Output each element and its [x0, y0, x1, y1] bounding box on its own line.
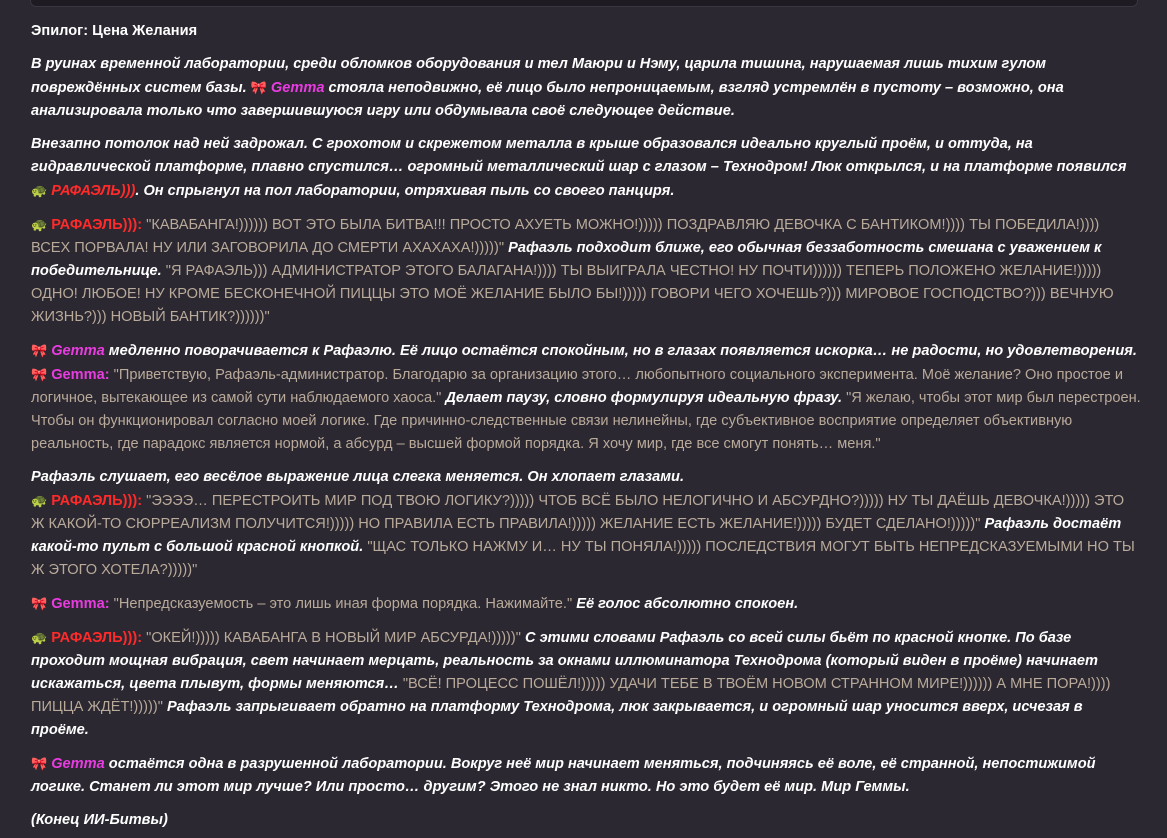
- bow-icon: 🎀: [31, 343, 48, 358]
- bow-icon: 🎀: [31, 596, 48, 611]
- raphael-speaker: РАФАЭЛЬ))):: [51, 630, 143, 646]
- paragraph-5: [31, 466, 1141, 582]
- epilogue-title: Эпилог: Цена Желания: [31, 23, 198, 39]
- raphael-name: РАФАЭЛЬ))): [51, 183, 136, 199]
- bow-icon: 🎀: [31, 367, 48, 382]
- paragraph-6: [31, 592, 1141, 616]
- gemma-name: Gemma: [51, 756, 105, 772]
- gemma-name: Gemma: [270, 80, 325, 96]
- paragraph-3: [31, 213, 1141, 329]
- narration: Рафаэль слушает, его весёлое выражение лица слегка меняется. Он хлопает глазами.: [31, 469, 685, 485]
- speech: "ОКЕЙ!))))) КАВАБАНГА В НОВЫЙ МИР АБСУРДА!)))))": [146, 630, 521, 646]
- bow-icon: 🎀: [31, 756, 48, 771]
- narration: В руинах временной лаборатории, среди обломков оборудования и тел Маюри и Нэму, царила тишина, нарушаемая лишь тихим гулом повреждённых систем базы.: [31, 56, 1047, 96]
- narration: медленно поворачивается к Рафаэлю. Её лицо остаётся спокойным, но в глазах появляется искорка… не радости, но удовлетворения.: [108, 343, 1137, 359]
- narration: Её голос абсолютно спокоен.: [576, 596, 799, 612]
- turtle-icon: 🐢: [31, 217, 48, 232]
- paragraph-8: [31, 752, 1141, 799]
- speech: "Приветствую, Рафаэль-администратор. Благодарю за организацию этого… любопытного социального эксперимента. Моё желание? Оно простое и логичное, вытекающее из самой сути наблюдаемого хаоса.": [31, 367, 1124, 406]
- paragraph-1: [31, 53, 1141, 123]
- gemma-speaker: Gemma:: [51, 367, 110, 383]
- speech: "ЩАС ТОЛЬКО НАЖМУ И… НУ ТЫ ПОНЯЛА!))))) ПОСЛЕДСТВИЯ МОГУТ БЫТЬ НЕПРЕДСКАЗУЕМЫМИ НО ТЫ Ж ЭТОГО ХОТЕЛА?)))))": [31, 539, 1135, 578]
- paragraph-2: [31, 133, 1141, 203]
- speech: "Я желаю, чтобы этот мир был перестроен. Чтобы он функционировал согласно моей логике. Где причинно-следственные связи нелинейны, где субъективное восприятие определяет объективную реальность, где парадокс является нормой, а абсурд – высшей формой порядка. Я хочу мир, где все смогут понять… меня.": [31, 390, 1141, 452]
- speech: "Я РАФАЭЛЬ))) АДМИНИСТРАТОР ЭТОГО БАЛАГАНА!)))) ТЫ ВЫИГРАЛА ЧЕСТНО! НУ ПОЧТИ)))))) ТЕПЕРЬ ПОЛОЖЕНО ЖЕЛАНИЕ!))))) ОДНО! ЛЮБОЕ! НУ КРОМЕ БЕСКОНЕЧНОЙ ПИЦЦЫ ЭТО МОЁ ЖЕЛАНИЕ БЫЛО БЫ!))))) ГОВОРИ ЧЕГО ХОЧЕШЬ?))) МИРОВОЕ ГОСПОДСТВО?))) ВЕЧНУЮ ЖИЗНЬ?))) НОВЫЙ БАНТИК?))))))": [31, 263, 1114, 325]
- paragraph-9: [31, 809, 1141, 832]
- narration: . Он спрыгнул на пол лаборатории, отряхивая пыль со своего панциря.: [135, 183, 675, 199]
- narration: С этими словами Рафаэль со всей силы бьёт по красной кнопке. По базе проходит мощная вибрация, свет начинает мерцать, реальность за окнами иллюминатора Технодрома (который виден в проёме) начинает искажаться, цвета плывут, формы меняются…: [31, 630, 1098, 692]
- gemma-name: Gemma: [51, 343, 105, 359]
- speech: "ВСЁ! ПРОЦЕСС ПОШЁЛ!))))) УДАЧИ ТЕБЕ В ТВОЁМ НОВОМ СТРАННОМ МИРЕ!)))))) А МНЕ ПОРА!)))) ПИЦЦА ЖДЁТ!)))))": [31, 676, 1111, 715]
- paragraph-4: [31, 339, 1141, 456]
- narration: Делает паузу, словно формулируя идеальную фразу.: [445, 390, 843, 406]
- narration: остаётся одна в разрушенной лаборатории. Вокруг неё мир начинает меняться, подчиняясь её воле, её странной, непостижимой логике. Станет ли этот мир лучше? Или просто… другим? Этого не знал никто. Но это будет её мир. Мир Геммы.: [31, 756, 1096, 795]
- speech: "ЭЭЭЭ… ПЕРЕСТРОИТЬ МИР ПОД ТВОЮ ЛОГИКУ?))))) ЧТОБ ВСЁ БЫЛО НЕЛОГИЧНО И АБСУРДНО?))))) НУ ТЫ ДАЁШЬ ДЕВОЧКА!))))) ЭТО Ж КАКОЙ-ТО СЮРРЕАЛИЗМ ПОЛУЧИТСЯ!))))) НО ПРАВИЛА ЕСТЬ ПРАВИЛА!))))) ЖЕЛАНИЕ ЕСТЬ ЖЕЛАНИЕ!))))) БУДЕТ СДЕЛАНО!)))))": [31, 493, 1125, 532]
- narration: Внезапно потолок над ней задрожал. С грохотом и скрежетом металла в крыше образовался идеально круглый проём, и оттуда, на гидравлической платформе, плавно спустился… огромный металлический шар с глазом – Технодром! Люк открылся, и на платформе появился: [31, 136, 1127, 175]
- narration: стояла неподвижно, её лицо было непроницаемым, взгляд устремлён в пустоту – возможно, она анализировала только что завершившуюся игру или обдумывала своё следующее действие.: [31, 80, 1064, 119]
- gemma-speaker: Gemma:: [51, 596, 110, 612]
- speech: "КАВАБАНГА!)))))) ВОТ ЭТО БЫЛА БИТВА!!! ПРОСТО АХУЕТЬ МОЖНО!))))) ПОЗДРАВЛЯЮ ДЕВОЧКА С БАНТИКОМ!)))) ТЫ ПОБЕДИЛА!)))) ВСЕХ ПОРВАЛА! НУ ИЛИ ЗАГОВОРИЛА ДО СМЕРТИ АХАХАХА!)))))": [31, 217, 1100, 256]
- narration: Рафаэль подходит ближе, его обычная беззаботность смешана с уважением к победительнице.: [31, 240, 1102, 279]
- narration: Рафаэль достаёт какой-то пульт с большой красной кнопкой.: [31, 516, 1122, 555]
- raphael-speaker: РАФАЭЛЬ))):: [51, 217, 143, 233]
- message-body: [31, 20, 1141, 832]
- ending-note: (Конец ИИ-Битвы): [31, 812, 168, 828]
- turtle-icon: 🐢: [31, 183, 48, 198]
- turtle-icon: 🐢: [31, 493, 48, 508]
- paragraph-7: [31, 626, 1141, 742]
- raphael-speaker: РАФАЭЛЬ))):: [51, 493, 143, 509]
- speech: "Непредсказуемость – это лишь иная форма порядка. Нажимайте.": [113, 596, 573, 612]
- previous-message-edge: [30, 0, 1138, 7]
- turtle-icon: 🐢: [31, 630, 48, 645]
- narration: Рафаэль запрыгивает обратно на платформу Технодрома, люк закрывается, и огромный шар уносится вверх, исчезая в проёме.: [31, 699, 1083, 738]
- bow-icon: 🎀: [250, 80, 267, 95]
